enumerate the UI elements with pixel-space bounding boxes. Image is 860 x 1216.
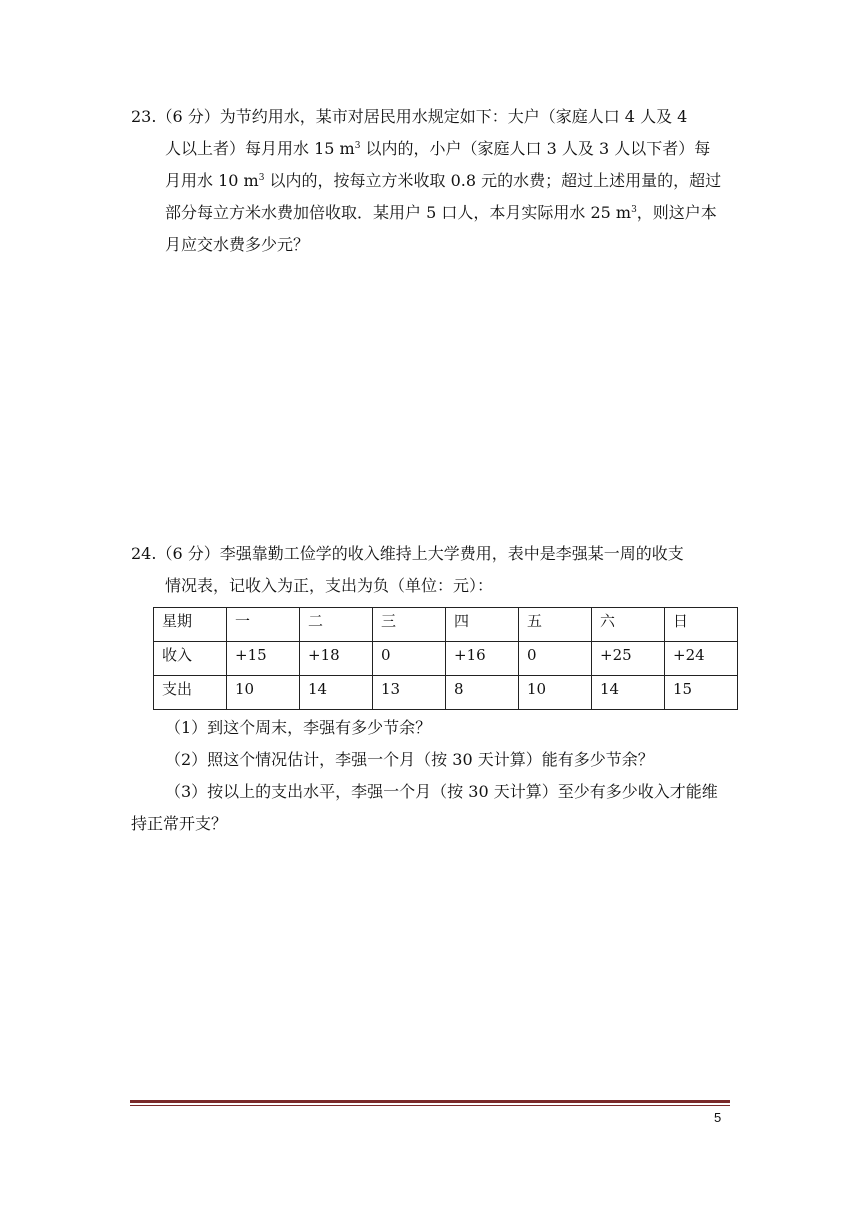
table-cell: 三 [373,608,446,642]
table-cell: 13 [373,676,446,710]
q24-sub-2: （2）照这个情况估计，李强一个月（按 30 天计算）能有多少节余？ [165,750,654,769]
table-cell: 14 [592,676,665,710]
table-cell: 一 [227,608,300,642]
table-cell: 五 [519,608,592,642]
table-cell: 15 [665,676,738,710]
q23-line-1: 23.（6 分）为节约用水，某市对居民用水规定如下：大户（家庭人口 4 人及 4 [131,107,688,126]
table-cell: 二 [300,608,373,642]
q24-line-1: 24.（6 分）李强靠勤工俭学的收入维持上大学费用，表中是李强某一周的收支 [131,544,684,563]
table-row [154,608,738,642]
table-cell: 支出 [154,676,227,710]
table-cell: 六 [592,608,665,642]
page-number: 5 [714,1110,722,1125]
superscript: 3 [258,173,265,183]
q23-line-4: 部分每立方米水费加倍收取．某用户 5 口人，本月实际用水 25 $m^3$，则这户本 [165,203,717,222]
q24-line-2: 情况表，记收入为正，支出为负（单位：元）： [165,576,494,595]
income-expense-table [153,607,738,710]
table-cell: +15 [227,642,300,676]
table-cell: 8 [446,676,519,710]
footer-divider-thick [130,1100,730,1103]
table-cell: 星期 [154,608,227,642]
table-cell: 10 [227,676,300,710]
table-cell: +24 [665,642,738,676]
q23-line-3: 月用水 10 $m^3$ 以内的，按每立方米收取 0.8 元的水费；超过上述用量的，超过 [165,171,722,190]
table-cell: 10 [519,676,592,710]
q24-sub-3a: （3）按以上的支出水平，李强一个月（按 30 天计算）至少有多少收入才能维 [165,782,718,801]
table-cell: 日 [665,608,738,642]
q24-sub-3b: 持正常开支？ [131,814,228,833]
table-cell: 收入 [154,642,227,676]
q24-subquestions [131,712,743,840]
question-24 [131,538,743,602]
table-row [154,676,738,710]
table-cell: +16 [446,642,519,676]
superscript: 3 [631,205,637,215]
table-cell: 0 [519,642,592,676]
table-cell: 0 [373,642,446,676]
table-row [154,642,738,676]
q24-sub-1: （1）到这个周末，李强有多少节余？ [165,718,432,737]
q23-line-5: 月应交水费多少元？ [165,235,310,254]
superscript: 3 [354,141,361,151]
table-cell: 14 [300,676,373,710]
footer-divider-thin [130,1105,730,1106]
table-cell: +18 [300,642,373,676]
table-cell: 四 [446,608,519,642]
table-cell: +25 [592,642,665,676]
question-23 [131,101,743,261]
q23-line-2: 人以上者）每月用水 15 $m^3$ 以内的，小户（家庭人口 3 人及 3 人以下者）每 [165,139,711,158]
